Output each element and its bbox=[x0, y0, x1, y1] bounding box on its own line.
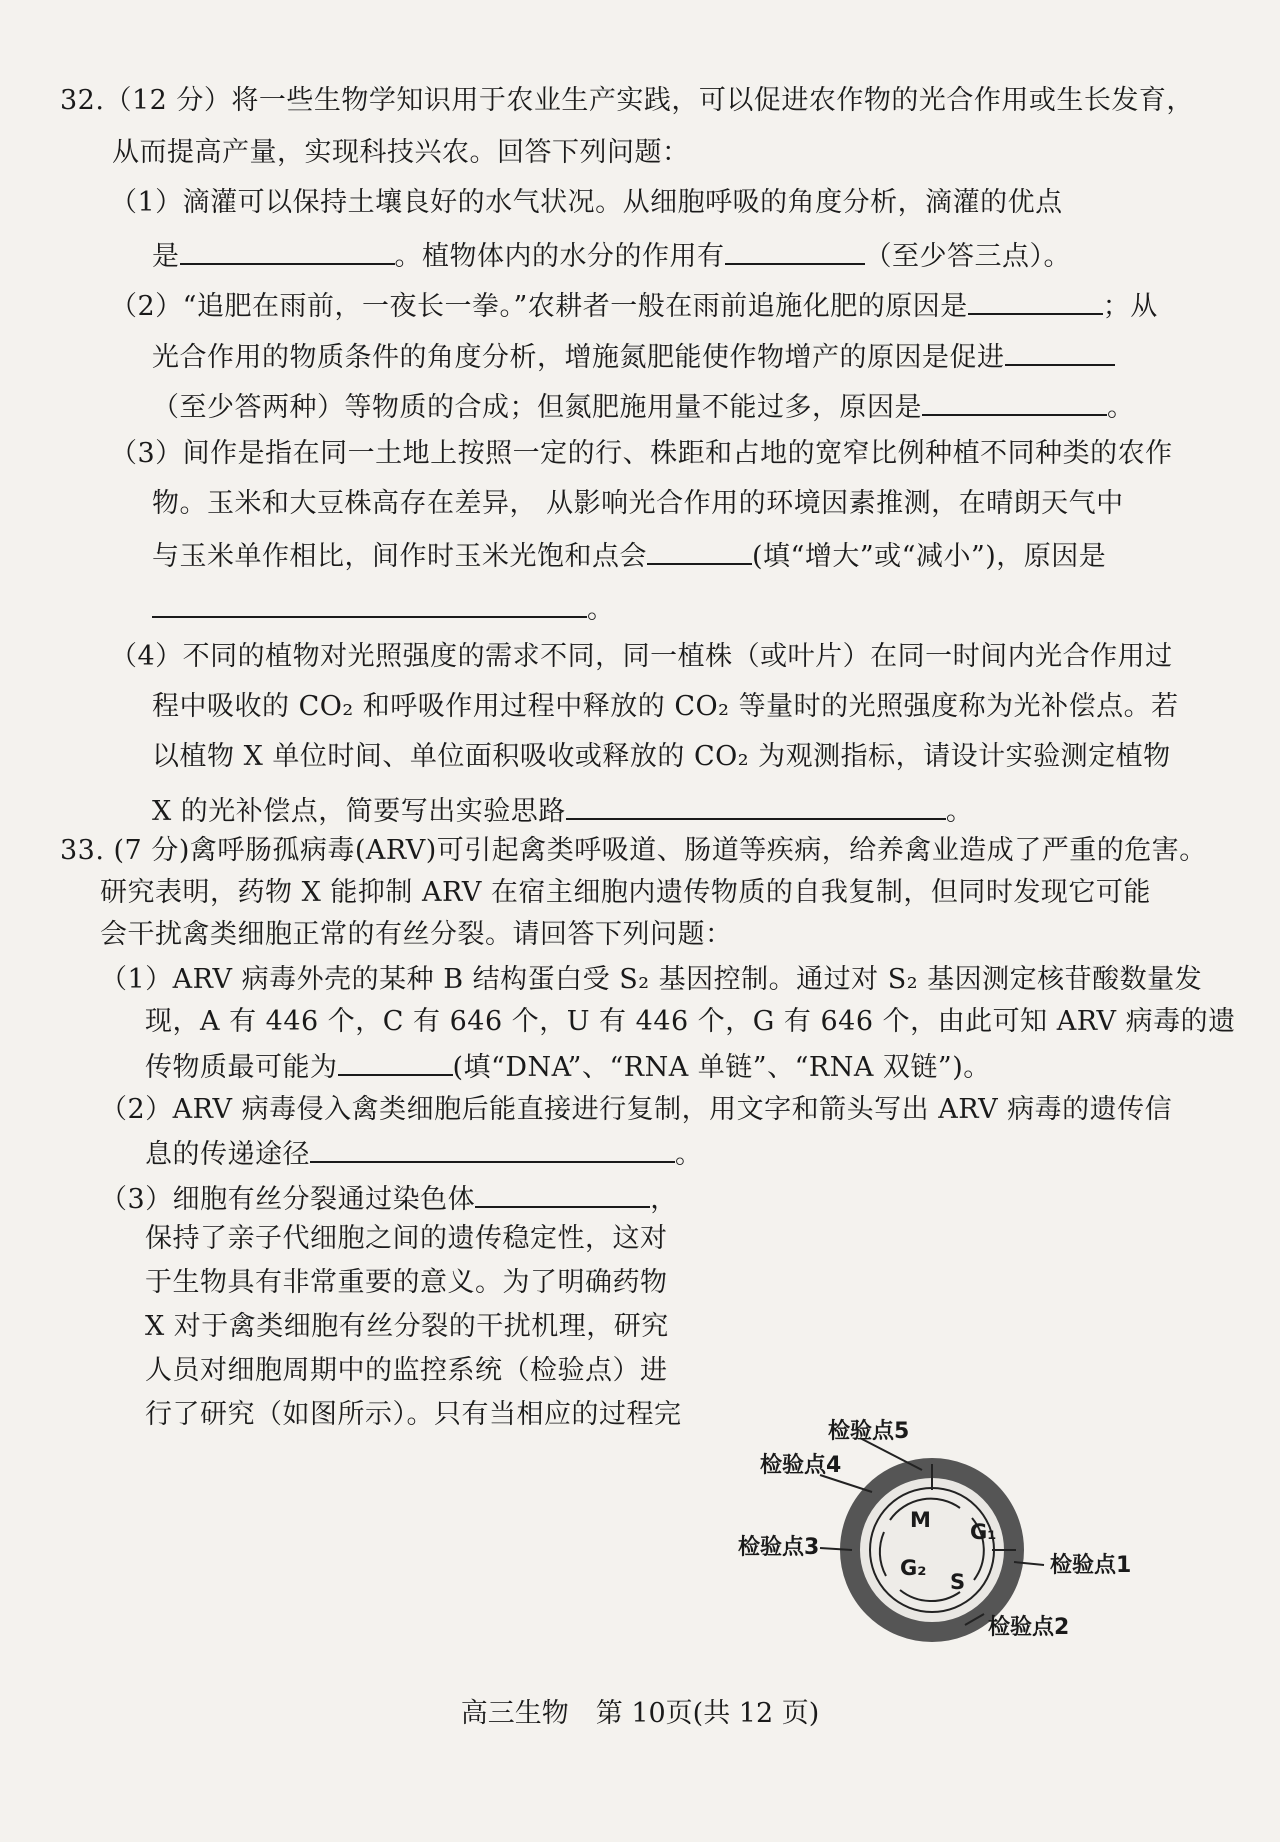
answer-blank[interactable] bbox=[180, 237, 395, 265]
q33-part3-line-2: 保持了亲子代细胞之间的遗传稳定性，这对 bbox=[145, 1223, 668, 1254]
q32-part2-line-2: 光合作用的物质条件的角度分析，增施氮肥能使作物增产的原因是促进 bbox=[152, 338, 1115, 375]
checkpoint1-label: 检验点1 bbox=[1050, 1553, 1132, 1578]
q33-part3-line-6: 行了研究（如图所示）。只有当相应的过程完 bbox=[145, 1399, 682, 1430]
answer-blank[interactable] bbox=[968, 287, 1103, 315]
q33-part1-line-3: 传物质最可能为 (填“DNA”、“RNA 单链”、“RNA 双链”)。 bbox=[145, 1048, 991, 1085]
checkpoint2-label: 检验点2 bbox=[988, 1615, 1070, 1640]
checkpoint4-label: 检验点4 bbox=[760, 1453, 842, 1478]
answer-blank[interactable] bbox=[647, 537, 752, 565]
checkpoint5-label: 检验点5 bbox=[828, 1419, 910, 1444]
q32-line-1: 32.（12 分）将一些生物学知识用于农业生产实践，可以促进农作物的光合作用或生长发育， bbox=[60, 85, 1194, 116]
q32-part3-line-3: 与玉米单作相比，间作时玉米光饱和点会 (填“增大”或“减小”)，原因是 bbox=[152, 537, 1106, 574]
answer-blank[interactable] bbox=[922, 388, 1107, 416]
q32-part2-line-3: （至少答两种）等物质的合成；但氮肥施用量不能过多，原因是 。 bbox=[152, 388, 1135, 425]
phase-s-label: S bbox=[950, 1570, 966, 1594]
q32-part3-line-2: 物。玉米和大豆株高存在差异， 从影响光合作用的环境因素推测，在晴朗天气中 bbox=[152, 488, 1124, 519]
q32-part2-line-1: （2）“追肥在雨前，一夜长一拳。”农耕者一般在雨前追施化肥的原因是 ；从 bbox=[110, 287, 1158, 324]
phase-g2-label: G₂ bbox=[900, 1556, 927, 1580]
checkpoint3-label: 检验点3 bbox=[738, 1535, 820, 1560]
page-footer: 高三生物 第 10页(共 12 页) bbox=[460, 1698, 820, 1729]
answer-blank[interactable] bbox=[1005, 338, 1115, 366]
q32-part1-line-2: 是 。植物体内的水分的作用有 （至少答三点）。 bbox=[152, 237, 1071, 274]
answer-blank[interactable] bbox=[725, 237, 865, 265]
q32-line-2: 从而提高产量，实现科技兴农。回答下列问题： bbox=[112, 137, 690, 168]
q32-part4-line-4: X 的光补偿点，简要写出实验思路 。 bbox=[152, 792, 973, 829]
q33-part3-line-5: 人员对细胞周期中的监控系统（检验点）进 bbox=[145, 1355, 668, 1386]
q32-part4-line-3: 以植物 X 单位时间、单位面积吸收或释放的 CO₂ 为观测指标，请设计实验测定植物 bbox=[152, 741, 1171, 772]
answer-blank[interactable] bbox=[475, 1180, 650, 1208]
answer-blank[interactable] bbox=[338, 1048, 453, 1076]
q32-part1-line-1: （1）滴灌可以保持土壤良好的水气状况。从细胞呼吸的角度分析，滴灌的优点 bbox=[110, 187, 1063, 218]
q32-part4-line-2: 程中吸收的 CO₂ 和呼吸作用过程中释放的 CO₂ 等量时的光照强度称为光补偿点。若 bbox=[152, 691, 1179, 722]
q32-part3-line-4: 。 bbox=[152, 590, 615, 627]
q33-part3-line-4: X 对于禽类细胞有丝分裂的干扰机理，研究 bbox=[145, 1311, 669, 1342]
answer-blank[interactable] bbox=[152, 590, 587, 618]
q32-part3-line-1: （3）间作是指在同一土地上按照一定的行、株距和占地的宽窄比例种植不同种类的农作 bbox=[110, 438, 1173, 469]
phase-m-label: M bbox=[910, 1508, 931, 1532]
q33-part1-line-2: 现，A 有 446 个，C 有 646 个，U 有 446 个，G 有 646 个，由此可知 ARV 病毒的遗 bbox=[145, 1006, 1236, 1037]
q33-part2-line-2: 息的传递途径 。 bbox=[145, 1135, 703, 1172]
phase-g1-label: G₁ bbox=[970, 1520, 997, 1544]
cycle-inner-circle bbox=[870, 1488, 997, 1612]
q33-line-2: 研究表明，药物 X 能抑制 ARV 在宿主细胞内遗传物质的自我复制，但同时发现它可能 bbox=[100, 877, 1151, 908]
q32-part4-line-1: （4）不同的植物对光照强度的需求不同，同一植株（或叶片）在同一时间内光合作用过 bbox=[110, 641, 1173, 672]
answer-blank[interactable] bbox=[566, 792, 946, 820]
cell-cycle-figure bbox=[738, 1419, 1160, 1680]
q33-line-3: 会干扰禽类细胞正常的有丝分裂。请回答下列问题： bbox=[100, 919, 733, 950]
answer-blank[interactable] bbox=[310, 1135, 675, 1163]
q33-part1-line-1: （1）ARV 病毒外壳的某种 B 结构蛋白受 S₂ 基因控制。通过对 S₂ 基因测定核苷酸数量发 bbox=[100, 964, 1203, 995]
q33-line-1: 33. (7 分)禽呼肠孤病毒(ARV)可引起禽类呼吸道、肠道等疾病，给养禽业造成了严重的危害。 bbox=[60, 835, 1207, 866]
q33-part3-line-3: 于生物具有非常重要的意义。为了明确药物 bbox=[145, 1267, 668, 1298]
q33-part2-line-1: （2）ARV 病毒侵入禽类细胞后能直接进行复制，用文字和箭头写出 ARV 病毒的遗传信 bbox=[100, 1094, 1173, 1125]
q33-part3-line-1: （3）细胞有丝分裂通过染色体 ， bbox=[100, 1180, 678, 1217]
